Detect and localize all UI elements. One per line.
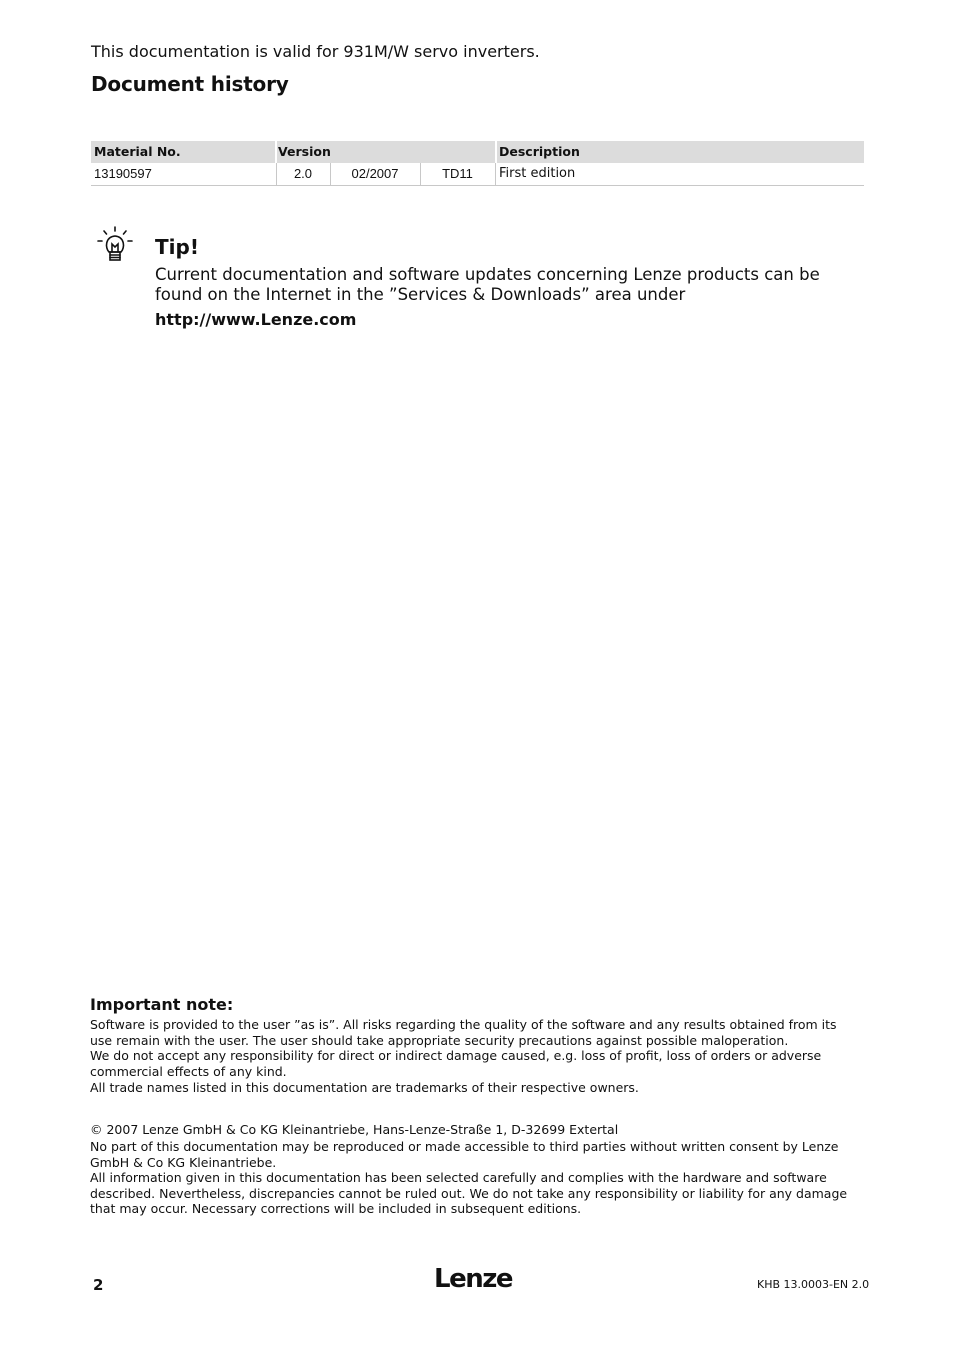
important-note-paragraph-1: Software is provided to the user ”as is”. All risks regarding the quality of the software and any results obtained from its use remain with the user. The user should take appropriate security precautions against possible maloperation. [90, 1017, 837, 1048]
important-note-title: Important note: [90, 995, 234, 1014]
table-header-row [91, 141, 864, 163]
document-history-table [91, 141, 864, 186]
page-title: Document history [91, 72, 289, 96]
important-note-paragraph-2: We do not accept any responsibility for direct or indirect damage caused, e.g. loss of profit, loss of orders or adverse commercial effects of any kind. [90, 1048, 822, 1079]
tip-text: Current documentation and software updates concerning Lenze products can be found on the Internet in the ”Services & Downloads” area under [155, 265, 820, 304]
cell-material-no: 13190597 [94, 166, 152, 181]
cell-version: 2.0 [293, 166, 313, 181]
lightbulb-icon [96, 226, 134, 264]
header-version: Version [278, 144, 331, 159]
copyright-paragraph-2: No part of this documentation may be reproduced or made accessible to third parties without written consent by Lenze GmbH & Co KG Kleinantriebe. [90, 1139, 839, 1170]
page-number: 2 [93, 1276, 104, 1294]
cell-code: TD11 [442, 166, 473, 181]
lenze-website-link[interactable]: http://www.Lenze.com [155, 310, 357, 329]
header-material-no: Material No. [94, 144, 181, 159]
important-note-paragraph-3: All trade names listed in this documentation are trademarks of their respective owners. [90, 1080, 639, 1095]
header-description: Description [499, 144, 580, 159]
document-reference: KHB 13.0003-EN 2.0 [757, 1278, 870, 1291]
copyright-line: © 2007 Lenze GmbH & Co KG Kleinantriebe, Hans-Lenze-Straße 1, D-32699 Extertal [90, 1122, 619, 1137]
table-row [91, 163, 864, 186]
cell-description: First edition [499, 166, 576, 181]
lenze-logo: Lenze [434, 1264, 512, 1294]
copyright-paragraph-3: All information given in this documentation has been selected carefully and complies with the hardware and software described. Nevertheless, discrepancies cannot be ruled out. We do not take any responsibility or liability for any damage that may occur. Necessary corrections will be included in subsequent editions. [90, 1170, 848, 1216]
cell-date: 02/2007 [351, 166, 399, 181]
tip-title: Tip! [155, 235, 199, 259]
intro-text: This documentation is valid for 931M/W servo inverters. [91, 42, 540, 61]
